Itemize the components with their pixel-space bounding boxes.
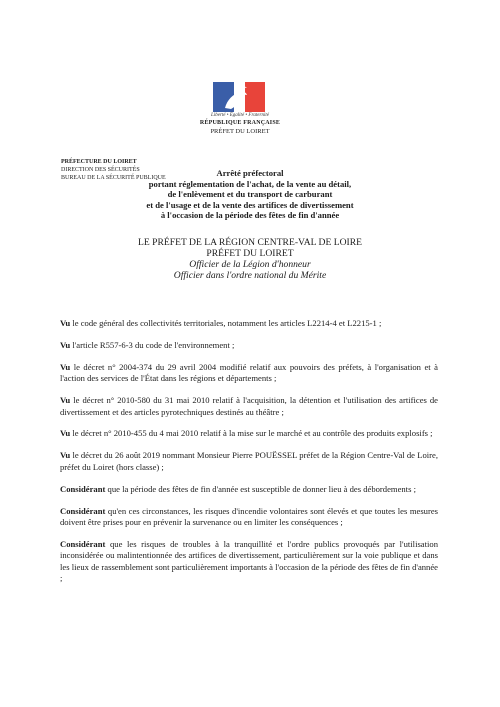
clause-lead: Vu [60, 395, 71, 406]
title-line: de l'enlèvement et du transport de carburant [167, 189, 333, 199]
prefecture-name: PRÉFECTURE DU LOIRET [61, 159, 137, 165]
clause-lead: Vu [60, 428, 71, 439]
clauses-body [60, 318, 438, 595]
prefet-du-loiret-label: PRÉFET DU LOIRET [210, 128, 270, 135]
clause-lead: Vu [60, 318, 71, 328]
clause-lead: Vu [60, 339, 71, 350]
legion-honneur: Officier de la Légion d'honneur [189, 259, 311, 270]
clause [60, 340, 438, 351]
clause [60, 362, 438, 385]
republic-motto: Liberté • Égalité • Fraternité [211, 113, 269, 118]
bureau-name: BUREAU DE LA SÉCURITÉ PUBLIQUE [61, 175, 166, 181]
prefet-region: LE PRÉFET DE LA RÉGION CENTRE-VAL DE LOIRE [138, 237, 362, 248]
clause [60, 539, 438, 585]
title-line: portant réglementation de l'achat, de la vente au détail, [148, 178, 352, 189]
republique-francaise-label: RÉPUBLIQUE FRANÇAISE [199, 120, 281, 126]
title-line: et de l'usage et de la vente des artifices de divertissement [146, 199, 354, 210]
marianne-logo [213, 82, 265, 112]
prefet-loiret: PRÉFET DU LOIRET [206, 248, 294, 259]
prefet-block [100, 237, 400, 281]
clause-text: qu'en ces circonstances, les risques d'incendie volontaires sont élevés et que toutes les mesures doivent être prises pour en prévenir la survenance ou en limiter les conséquences ; [60, 505, 438, 527]
clause-lead: Considérant [60, 538, 106, 549]
direction-name: DIRECTION DES SÉCURITÉS [61, 167, 140, 173]
clause-text: l'article R557-6-3 du code de l'environnement ; [70, 339, 235, 350]
clause-text: le décret n° 2010-580 du 31 mai 2010 relatif à l'acquisition, la détention et l'utilisation des artifices de divertissement et des articles pyrotechniques destinés au théâtre ; [60, 395, 438, 417]
clause [60, 318, 438, 329]
clause-lead: Vu [60, 361, 71, 372]
clause-lead: Considérant [60, 483, 106, 494]
clause [60, 506, 438, 529]
title-line: Arrêté préfectoral [216, 168, 284, 178]
clause-text: que les risques de troubles à la tranquillité et l'ordre publics provoqués par l'utilisation inconsidérée ou malintentionnée des artifices de divertissement, particulièrement sur la voie publique et dans les lieux de rassemblement sont particulièrement importants à l'occasion de la période des fêtes de fin d'année ; [60, 538, 438, 584]
clause-lead: Considérant [60, 505, 106, 516]
clause-text: le décret du 26 août 2019 nommant Monsieur Pierre POUËSSEL préfet de la Région Centre-Val de Loire, préfet du Loiret (hors classe) ; [60, 450, 438, 472]
clause-text: le décret n° 2010-455 du 4 mai 2010 relatif à la mise sur le marché et au contrôle des produits explosifs ; [70, 428, 433, 439]
title-line: à l'occasion de la période des fêtes de fin d'année [160, 210, 340, 220]
clause-text: que la période des fêtes de fin d'année est susceptible de donner lieu à des débordements ; [105, 483, 416, 494]
ordre-merite: Officier dans l'ordre national du Mérite [173, 270, 327, 281]
clause [60, 428, 438, 439]
clause [60, 395, 438, 418]
clause [60, 450, 438, 473]
clause-lead: Vu [60, 450, 71, 461]
clause-text: le code général des collectivités territoriales, notamment les articles L2214-4 et L2215-1 ; [70, 318, 382, 328]
clause-text: le décret n° 2004-374 du 29 avril 2004 modifié relatif aux pouvoirs des préfets, à l'organisation et à l'action des services de l'État dans les régions et départements ; [60, 361, 438, 384]
clause [60, 484, 438, 495]
document-title [100, 168, 400, 221]
